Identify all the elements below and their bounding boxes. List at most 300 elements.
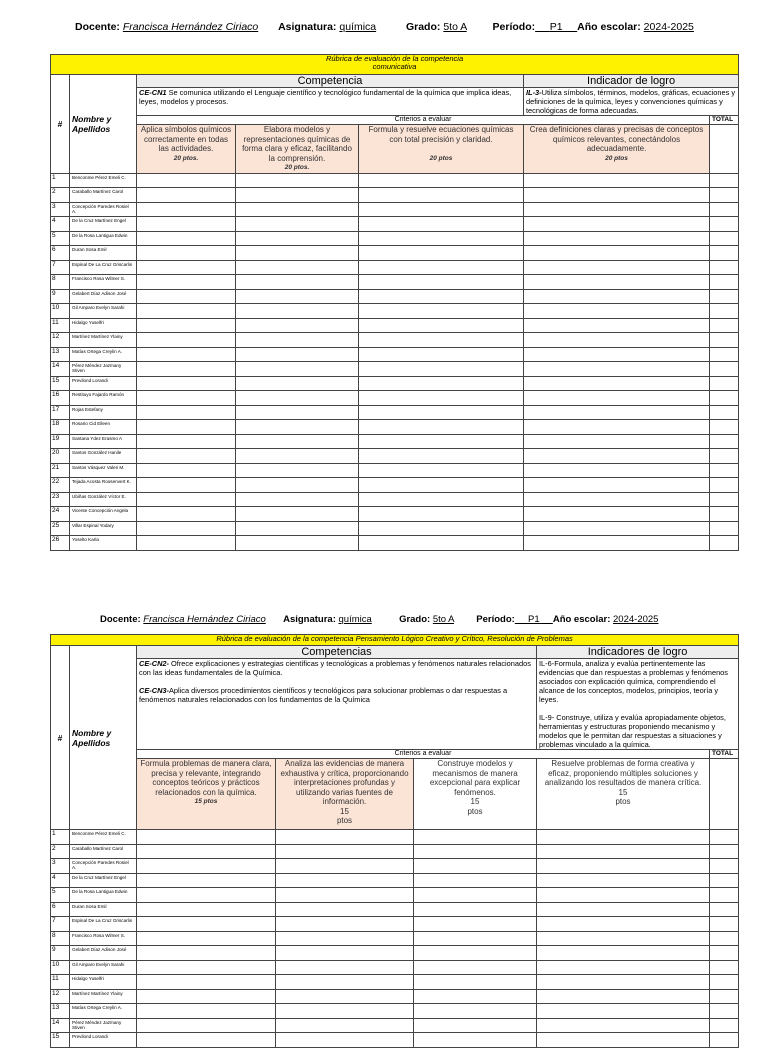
score-cell[interactable] xyxy=(236,217,359,232)
score-cell[interactable] xyxy=(359,449,524,464)
score-cell[interactable] xyxy=(359,434,524,449)
row-number: 1 xyxy=(51,173,70,188)
score-cell[interactable] xyxy=(276,931,414,946)
name-header: Nombre y Apellidos xyxy=(70,646,137,830)
score-cell[interactable] xyxy=(524,275,710,290)
score-cell[interactable] xyxy=(359,521,524,536)
score-cell[interactable] xyxy=(524,231,710,246)
total-score-cell[interactable] xyxy=(710,405,739,420)
table-row xyxy=(51,391,739,406)
score-cell[interactable] xyxy=(236,173,359,188)
score-cell[interactable] xyxy=(236,536,359,551)
score-cell[interactable] xyxy=(137,1033,276,1048)
score-cell[interactable] xyxy=(359,202,524,217)
score-cell[interactable] xyxy=(359,362,524,377)
score-cell[interactable] xyxy=(524,405,710,420)
score-cell[interactable] xyxy=(137,859,276,874)
score-cell[interactable] xyxy=(137,434,236,449)
score-cell[interactable] xyxy=(524,420,710,435)
score-cell[interactable] xyxy=(359,405,524,420)
score-cell[interactable] xyxy=(236,376,359,391)
table-row xyxy=(51,260,739,275)
score-cell[interactable] xyxy=(236,434,359,449)
student-rows-2 xyxy=(51,830,739,1048)
score-cell[interactable] xyxy=(236,463,359,478)
row-number: 6 xyxy=(51,246,70,261)
score-cell[interactable] xyxy=(137,347,236,362)
score-cell[interactable] xyxy=(537,888,710,903)
score-cell[interactable] xyxy=(524,289,710,304)
table-row xyxy=(51,931,739,946)
score-cell[interactable] xyxy=(137,260,236,275)
student-name: Francisco Rosa Wilmer S. xyxy=(70,931,137,946)
score-cell[interactable] xyxy=(276,960,414,975)
total-score-cell[interactable] xyxy=(710,960,739,975)
total-score-cell[interactable] xyxy=(710,362,739,377)
total-score-cell[interactable] xyxy=(710,931,739,946)
total-score-cell[interactable] xyxy=(710,989,739,1004)
score-cell[interactable] xyxy=(537,946,710,961)
score-cell[interactable] xyxy=(137,931,276,946)
score-cell[interactable] xyxy=(359,246,524,261)
row-number: 24 xyxy=(51,507,70,522)
total-score-cell[interactable] xyxy=(710,449,739,464)
score-cell[interactable] xyxy=(524,173,710,188)
asignatura-label: Asignatura: xyxy=(283,614,336,625)
table-row xyxy=(51,231,739,246)
criterion-1: Aplica símbolos químicos correctamente en todas las actividades. 20 ptos. xyxy=(137,125,236,174)
score-cell[interactable] xyxy=(524,463,710,478)
score-cell[interactable] xyxy=(276,888,414,903)
rubric-2-title: Rúbrica de evaluación de la competencia Pensamiento Lógico Creativo y Crítico, Resolución de Problemas xyxy=(51,635,739,646)
number-header: # xyxy=(51,75,70,174)
score-cell[interactable] xyxy=(137,536,236,551)
rubric-table-1 xyxy=(50,54,739,551)
total-score-cell[interactable] xyxy=(710,844,739,859)
score-cell[interactable] xyxy=(236,246,359,261)
score-cell[interactable] xyxy=(537,1018,710,1033)
student-name: Vicente Concepción Angela xyxy=(70,507,137,522)
score-cell[interactable] xyxy=(137,420,236,435)
total-score-cell[interactable] xyxy=(710,275,739,290)
score-cell[interactable] xyxy=(359,492,524,507)
score-cell[interactable] xyxy=(524,376,710,391)
student-name: Duran Sosa Emil xyxy=(70,246,137,261)
score-cell[interactable] xyxy=(359,289,524,304)
table-row xyxy=(51,975,739,990)
score-cell[interactable] xyxy=(137,362,236,377)
score-cell[interactable] xyxy=(137,507,236,522)
score-cell[interactable] xyxy=(414,888,537,903)
score-cell[interactable] xyxy=(359,260,524,275)
score-cell[interactable] xyxy=(137,888,276,903)
score-cell[interactable] xyxy=(359,463,524,478)
total-score-cell[interactable] xyxy=(710,873,739,888)
header-2 xyxy=(100,614,658,625)
student-name: Previlond Lorandi xyxy=(70,376,137,391)
score-cell[interactable] xyxy=(359,376,524,391)
total-header: TOTAL xyxy=(710,750,739,759)
total-score-cell[interactable] xyxy=(710,975,739,990)
score-cell[interactable] xyxy=(524,217,710,232)
score-cell[interactable] xyxy=(359,275,524,290)
total-score-cell[interactable] xyxy=(710,376,739,391)
score-cell[interactable] xyxy=(524,260,710,275)
score-cell[interactable] xyxy=(236,231,359,246)
row-number: 15 xyxy=(51,376,70,391)
row-number: 3 xyxy=(51,859,70,874)
score-cell[interactable] xyxy=(414,1018,537,1033)
total-score-cell[interactable] xyxy=(710,217,739,232)
total-score-cell[interactable] xyxy=(710,173,739,188)
table-row xyxy=(51,960,739,975)
score-cell[interactable] xyxy=(414,960,537,975)
score-cell[interactable] xyxy=(524,434,710,449)
docente-value: Francisca Hernández Ciriaco xyxy=(143,614,266,625)
anio-label: Año escolar: xyxy=(577,21,641,33)
table-row xyxy=(51,917,739,932)
score-cell[interactable] xyxy=(537,1033,710,1048)
table-row xyxy=(51,989,739,1004)
table-row xyxy=(51,173,739,188)
score-cell[interactable] xyxy=(236,521,359,536)
score-cell[interactable] xyxy=(414,989,537,1004)
score-cell[interactable] xyxy=(537,844,710,859)
total-score-cell[interactable] xyxy=(710,1033,739,1048)
table-row xyxy=(51,434,739,449)
score-cell[interactable] xyxy=(137,1004,276,1019)
score-cell[interactable] xyxy=(414,830,537,845)
student-name: Santos González Hanile xyxy=(70,449,137,464)
row-number: 22 xyxy=(51,478,70,493)
score-cell[interactable] xyxy=(359,391,524,406)
table-row xyxy=(51,478,739,493)
score-cell[interactable] xyxy=(276,946,414,961)
score-cell[interactable] xyxy=(137,188,236,203)
score-cell[interactable] xyxy=(359,478,524,493)
total-score-cell[interactable] xyxy=(710,304,739,319)
score-cell[interactable] xyxy=(524,202,710,217)
row-number: 13 xyxy=(51,1004,70,1019)
grado-value: 5to A xyxy=(432,614,454,625)
score-cell[interactable] xyxy=(137,917,276,932)
row-number: 7 xyxy=(51,260,70,275)
score-cell[interactable] xyxy=(137,1018,276,1033)
row-number: 18 xyxy=(51,420,70,435)
total-score-cell[interactable] xyxy=(710,946,739,961)
table-row xyxy=(51,873,739,888)
total-score-cell[interactable] xyxy=(710,246,739,261)
score-cell[interactable] xyxy=(137,231,236,246)
table-row xyxy=(51,536,739,551)
score-cell[interactable] xyxy=(137,975,276,990)
score-cell[interactable] xyxy=(236,420,359,435)
score-cell[interactable] xyxy=(236,318,359,333)
score-cell[interactable] xyxy=(537,1004,710,1019)
row-number: 10 xyxy=(51,304,70,319)
score-cell[interactable] xyxy=(359,188,524,203)
score-cell[interactable] xyxy=(359,173,524,188)
table-row xyxy=(51,830,739,845)
total-score-cell[interactable] xyxy=(710,507,739,522)
score-cell[interactable] xyxy=(276,1018,414,1033)
score-cell[interactable] xyxy=(137,376,236,391)
score-cell[interactable] xyxy=(414,844,537,859)
total-score-cell[interactable] xyxy=(710,478,739,493)
total-score-cell[interactable] xyxy=(710,536,739,551)
anio-value: 2024-2025 xyxy=(643,21,694,33)
total-score-cell[interactable] xyxy=(710,260,739,275)
table-row xyxy=(51,362,739,377)
score-cell[interactable] xyxy=(236,507,359,522)
total-score-cell[interactable] xyxy=(710,333,739,348)
score-cell[interactable] xyxy=(414,975,537,990)
total-score-cell[interactable] xyxy=(710,830,739,845)
row-number: 20 xyxy=(51,449,70,464)
number-header: # xyxy=(51,646,70,830)
score-cell[interactable] xyxy=(137,202,236,217)
score-cell[interactable] xyxy=(137,989,276,1004)
score-cell[interactable] xyxy=(524,333,710,348)
criterion-2: Analiza las evidencias de manera exhaustiva y crítica, proporcionando interpretaciones profundas y utilizando varias fuentes de información. 15 ptos xyxy=(276,759,414,830)
row-number: 5 xyxy=(51,888,70,903)
score-cell[interactable] xyxy=(359,231,524,246)
asignatura-value: química xyxy=(338,614,372,625)
table-row xyxy=(51,449,739,464)
total-score-cell[interactable] xyxy=(710,420,739,435)
score-cell[interactable] xyxy=(236,405,359,420)
score-cell[interactable] xyxy=(236,304,359,319)
score-cell[interactable] xyxy=(537,975,710,990)
total-score-cell[interactable] xyxy=(710,231,739,246)
score-cell[interactable] xyxy=(137,289,236,304)
score-cell[interactable] xyxy=(236,449,359,464)
score-cell[interactable] xyxy=(276,844,414,859)
score-cell[interactable] xyxy=(414,902,537,917)
score-cell[interactable] xyxy=(137,246,236,261)
total-score-cell[interactable] xyxy=(710,391,739,406)
total-score-cell[interactable] xyxy=(710,347,739,362)
total-score-cell[interactable] xyxy=(710,888,739,903)
table-row xyxy=(51,888,739,903)
student-name: Rojas Estefany xyxy=(70,405,137,420)
score-cell[interactable] xyxy=(137,946,276,961)
score-cell[interactable] xyxy=(137,960,276,975)
row-number: 23 xyxy=(51,492,70,507)
total-score-cell[interactable] xyxy=(710,917,739,932)
score-cell[interactable] xyxy=(137,830,276,845)
score-cell[interactable] xyxy=(524,362,710,377)
score-cell[interactable] xyxy=(137,173,236,188)
score-cell[interactable] xyxy=(524,391,710,406)
student-name: Matías Ortega Creylin A. xyxy=(70,347,137,362)
student-name: Gelabert Díaz Adison José xyxy=(70,946,137,961)
student-name: Espinal De La Cruz Griscarlis xyxy=(70,260,137,275)
score-cell[interactable] xyxy=(137,318,236,333)
score-cell[interactable] xyxy=(524,347,710,362)
score-cell[interactable] xyxy=(524,449,710,464)
score-cell[interactable] xyxy=(236,188,359,203)
student-name: Caraballo Martínez Carol xyxy=(70,844,137,859)
docente-value: Francisca Hernández Ciriaco xyxy=(122,21,259,33)
score-cell[interactable] xyxy=(236,275,359,290)
row-number: 15 xyxy=(51,1033,70,1048)
score-cell[interactable] xyxy=(414,873,537,888)
score-cell[interactable] xyxy=(276,1033,414,1048)
total-score-cell[interactable] xyxy=(710,463,739,478)
student-name: Matías Ortega Creylin A. xyxy=(70,1004,137,1019)
row-number: 25 xyxy=(51,521,70,536)
indicadores-header: Indicadores de logro xyxy=(537,646,739,659)
score-cell[interactable] xyxy=(524,492,710,507)
asignatura-value: química xyxy=(339,21,377,33)
total-score-cell[interactable] xyxy=(710,859,739,874)
score-cell[interactable] xyxy=(359,318,524,333)
grado-value: 5to A xyxy=(443,21,467,33)
table-row xyxy=(51,1004,739,1019)
total-score-cell[interactable] xyxy=(710,188,739,203)
score-cell[interactable] xyxy=(414,1004,537,1019)
score-cell[interactable] xyxy=(236,260,359,275)
score-cell[interactable] xyxy=(537,873,710,888)
score-cell[interactable] xyxy=(236,478,359,493)
score-cell[interactable] xyxy=(276,830,414,845)
score-cell[interactable] xyxy=(236,362,359,377)
score-cell[interactable] xyxy=(537,830,710,845)
row-number: 16 xyxy=(51,391,70,406)
total-score-cell[interactable] xyxy=(710,492,739,507)
criterion-1: Formula problemas de manera clara, precisa y relevante, integrando conceptos teóricos y prácticos relacionados con la química. 15 ptos xyxy=(137,759,276,830)
total-score-cell[interactable] xyxy=(710,1004,739,1019)
score-cell[interactable] xyxy=(276,1004,414,1019)
student-name: Rosario Cid Elleen xyxy=(70,420,137,435)
score-cell[interactable] xyxy=(537,931,710,946)
score-cell[interactable] xyxy=(359,304,524,319)
score-cell[interactable] xyxy=(414,917,537,932)
total-score-cell[interactable] xyxy=(710,902,739,917)
student-name: Concepción Paredes Rosiel A. xyxy=(70,202,137,217)
score-cell[interactable] xyxy=(359,347,524,362)
total-score-cell[interactable] xyxy=(710,318,739,333)
score-cell[interactable] xyxy=(137,902,276,917)
score-cell[interactable] xyxy=(359,536,524,551)
score-cell[interactable] xyxy=(524,246,710,261)
score-cell[interactable] xyxy=(137,463,236,478)
table-row xyxy=(51,420,739,435)
score-cell[interactable] xyxy=(137,217,236,232)
score-cell[interactable] xyxy=(359,420,524,435)
table-row xyxy=(51,1018,739,1033)
competencia-text: CE-CN1 Se comunica utilizando el Lenguaje científico y tecnológico fundamental de la química que implica ideas, leyes, modelos y procesos. xyxy=(137,88,524,116)
score-cell[interactable] xyxy=(137,844,276,859)
score-cell[interactable] xyxy=(537,960,710,975)
criterion-3: Formula y resuelve ecuaciones químicas con total precisión y claridad. 20 ptos xyxy=(359,125,524,174)
score-cell[interactable] xyxy=(236,289,359,304)
score-cell[interactable] xyxy=(137,304,236,319)
score-cell[interactable] xyxy=(524,318,710,333)
score-cell[interactable] xyxy=(137,333,236,348)
table-row xyxy=(51,202,739,217)
student-name: Hidalgo Yuselfri xyxy=(70,975,137,990)
score-cell[interactable] xyxy=(524,507,710,522)
total-cell xyxy=(710,125,739,174)
score-cell[interactable] xyxy=(137,492,236,507)
student-name: Gelabert Díaz Adison José xyxy=(70,289,137,304)
score-cell[interactable] xyxy=(137,521,236,536)
student-name: Duran Sosa Emil xyxy=(70,902,137,917)
score-cell[interactable] xyxy=(414,859,537,874)
score-cell[interactable] xyxy=(137,391,236,406)
student-name: Previlond Lorandi xyxy=(70,1033,137,1048)
score-cell[interactable] xyxy=(359,217,524,232)
score-cell[interactable] xyxy=(524,478,710,493)
student-rows-1 xyxy=(51,173,739,550)
score-cell[interactable] xyxy=(537,902,710,917)
competencias-header: Competencias xyxy=(137,646,537,659)
score-cell[interactable] xyxy=(414,946,537,961)
score-cell[interactable] xyxy=(414,931,537,946)
score-cell[interactable] xyxy=(537,917,710,932)
score-cell[interactable] xyxy=(137,405,236,420)
score-cell[interactable] xyxy=(359,333,524,348)
score-cell[interactable] xyxy=(137,275,236,290)
score-cell[interactable] xyxy=(276,975,414,990)
periodo-value: P1 xyxy=(549,21,563,33)
student-name: Tejada Acosta Roosenvert K. xyxy=(70,478,137,493)
score-cell[interactable] xyxy=(276,859,414,874)
student-name: De la Cruz Martínez Engel xyxy=(70,217,137,232)
score-cell[interactable] xyxy=(537,989,710,1004)
criterion-2: Elabora modelos y representaciones químicas de forma clara y eficaz, facilitando la comprensión. 20 ptos. xyxy=(236,125,359,174)
total-score-cell[interactable] xyxy=(710,202,739,217)
periodo-label: Período: xyxy=(492,21,536,33)
total-score-cell[interactable] xyxy=(710,434,739,449)
score-cell[interactable] xyxy=(137,449,236,464)
score-cell[interactable] xyxy=(236,492,359,507)
score-cell[interactable] xyxy=(414,1033,537,1048)
score-cell[interactable] xyxy=(524,304,710,319)
score-cell[interactable] xyxy=(524,536,710,551)
score-cell[interactable] xyxy=(276,989,414,1004)
score-cell[interactable] xyxy=(236,333,359,348)
grado-label: Grado: xyxy=(399,614,431,625)
score-cell[interactable] xyxy=(276,902,414,917)
total-score-cell[interactable] xyxy=(710,1018,739,1033)
rubric-1-title: Rúbrica de evaluación de la competencia comunicativa xyxy=(51,55,739,75)
student-name: Villar Espinal Yodary xyxy=(70,521,137,536)
student-name: Yoselto Karla xyxy=(70,536,137,551)
student-name: De la Cruz Martínez Engel xyxy=(70,873,137,888)
score-cell[interactable] xyxy=(236,391,359,406)
score-cell[interactable] xyxy=(276,917,414,932)
total-score-cell[interactable] xyxy=(710,521,739,536)
score-cell[interactable] xyxy=(137,478,236,493)
score-cell[interactable] xyxy=(537,859,710,874)
student-name: Espinal De La Cruz Griscarlis xyxy=(70,917,137,932)
score-cell[interactable] xyxy=(524,521,710,536)
score-cell[interactable] xyxy=(276,873,414,888)
score-cell[interactable] xyxy=(236,202,359,217)
score-cell[interactable] xyxy=(236,347,359,362)
table-row xyxy=(51,946,739,961)
table-row xyxy=(51,902,739,917)
row-number: 8 xyxy=(51,275,70,290)
score-cell[interactable] xyxy=(359,507,524,522)
score-cell[interactable] xyxy=(137,873,276,888)
score-cell[interactable] xyxy=(524,188,710,203)
total-score-cell[interactable] xyxy=(710,289,739,304)
criterion-4: Crea definiciones claras y precisas de conceptos químicos relevantes, conectándolos adecuadamente. 20 ptos xyxy=(524,125,710,174)
